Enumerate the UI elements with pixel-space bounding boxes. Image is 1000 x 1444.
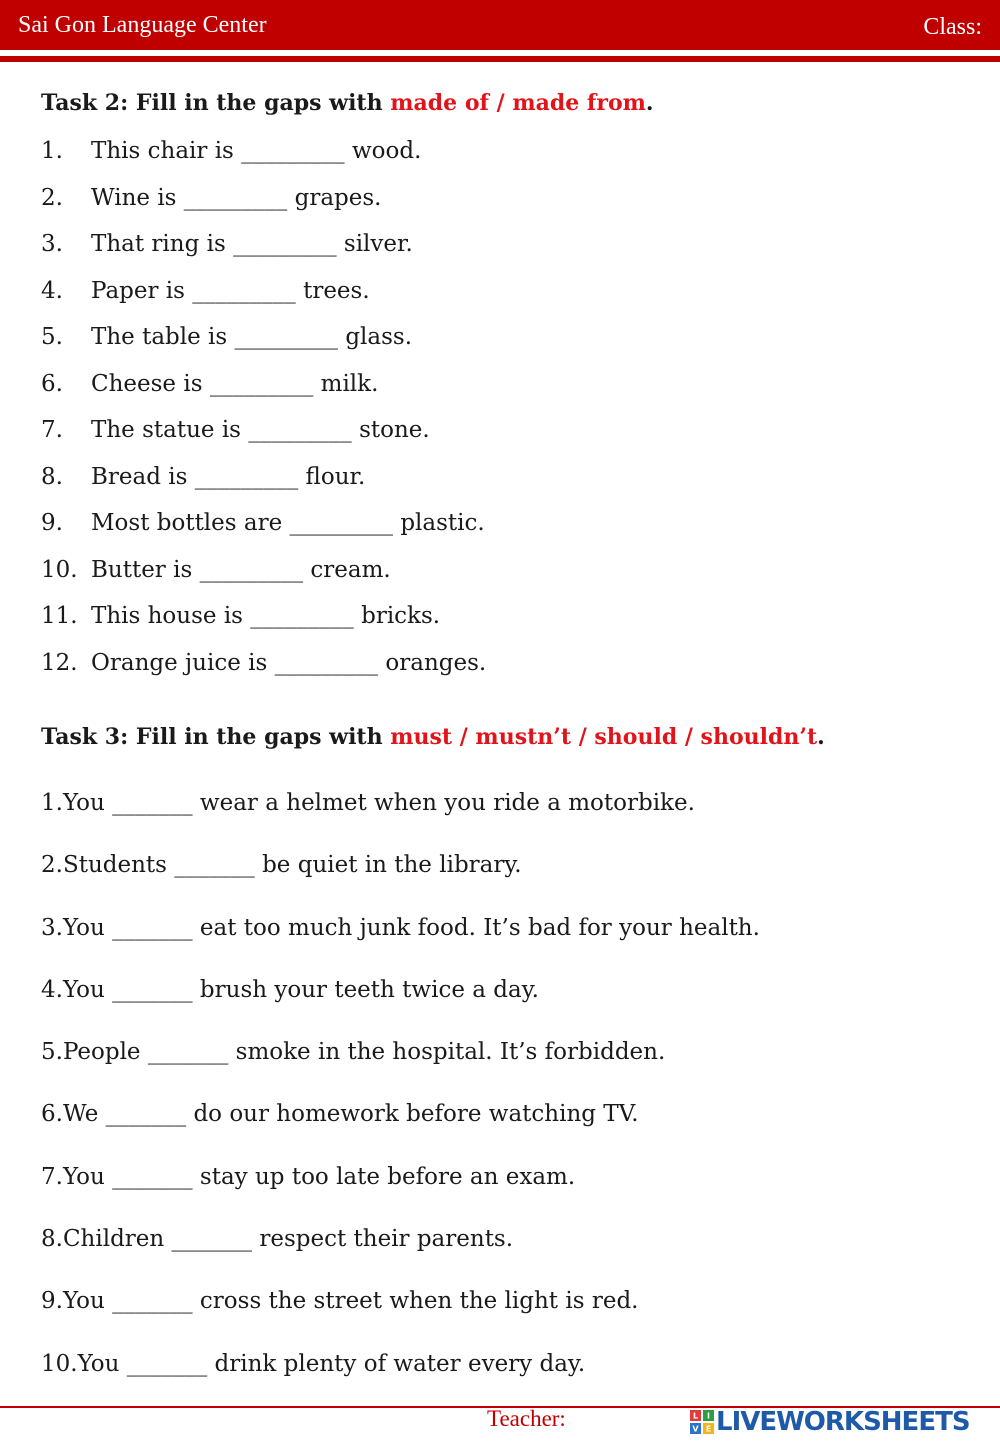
logo-letter: I <box>707 1411 710 1421</box>
list-item: 6.We _______ do our homework before watching TV. <box>41 1101 639 1128</box>
liveworksheets-brand <box>690 1407 970 1437</box>
item-number: 11. <box>41 603 78 629</box>
list-item <box>41 231 941 278</box>
task3-heading-text: Task 3: Fill in the gaps with <box>41 724 391 750</box>
header-bar <box>0 0 1000 50</box>
list-item <box>41 603 941 650</box>
item-text: Butter is _________ cream. <box>91 556 391 583</box>
item-text: The statue is _________ stone. <box>91 417 430 443</box>
item-number: 4. <box>41 277 63 304</box>
item-text: Orange juice is _________ oranges. <box>91 649 487 676</box>
item-text: This chair is _________ wood. <box>91 138 422 164</box>
task3-list <box>41 790 981 1413</box>
list-item: 1.You _______ wear a helmet when you ride a motorbike. <box>41 790 695 816</box>
list-item <box>41 324 941 371</box>
list-item <box>41 417 941 464</box>
task3-heading-end: . <box>817 724 825 750</box>
school-name: Sai Gon Language Center <box>18 12 267 38</box>
list-item: 10.You _______ drink plenty of water every day. <box>41 1350 586 1377</box>
item-number: 8. <box>41 463 63 490</box>
item-text: The table is _________ glass. <box>91 324 413 350</box>
item-text: Most bottles are _________ plastic. <box>91 510 485 536</box>
task2-heading-text: Task 2: Fill in the gaps with <box>41 90 391 116</box>
logo-letter: V <box>692 1424 699 1434</box>
list-item <box>41 278 941 325</box>
list-item <box>41 371 941 418</box>
list-item: 5.People _______ smoke in the hospital. It’s forbidden. <box>41 1039 666 1066</box>
list-item: 9.You _______ cross the street when the light is red. <box>41 1288 639 1315</box>
item-number: 12. <box>41 649 78 676</box>
liveworksheets-logo-icon <box>690 1410 714 1434</box>
task3-options: must / mustn’t / should / shouldn’t <box>390 724 818 750</box>
logo-letter: L <box>692 1411 699 1421</box>
item-number: 10. <box>41 556 78 583</box>
item-number: 5. <box>41 324 63 350</box>
list-item: 3.You _______ eat too much junk food. It’s bad for your health. <box>41 914 760 941</box>
list-item <box>41 464 941 511</box>
list-item: 8.Children _______ respect their parents. <box>41 1226 514 1253</box>
item-text: Bread is _________ flour. <box>91 463 366 490</box>
task3-heading <box>41 724 825 750</box>
header-divider <box>0 56 1000 62</box>
item-text: Paper is _________ trees. <box>91 277 370 304</box>
list-item <box>41 557 941 604</box>
list-item <box>41 510 941 557</box>
item-number: 7. <box>41 417 63 443</box>
item-number: 3. <box>41 231 63 257</box>
list-item: 4.You _______ brush your teeth twice a day. <box>41 976 539 1003</box>
item-text: This house is _________ bricks. <box>91 603 441 629</box>
task2-list <box>41 138 941 696</box>
list-item <box>41 138 941 185</box>
task2-heading <box>41 90 654 116</box>
list-item: 7.You _______ stay up too late before an exam. <box>41 1163 576 1190</box>
item-number: 1. <box>41 138 63 164</box>
list-item: 2.Students _______ be quiet in the library. <box>41 852 522 879</box>
logo-letter: E <box>705 1424 712 1434</box>
item-text: That ring is _________ silver. <box>91 231 413 257</box>
brand-name: LIVEWORKSHEETS <box>716 1407 970 1437</box>
item-number: 6. <box>41 370 63 397</box>
item-number: 9. <box>41 510 63 536</box>
task2-heading-end: . <box>645 90 654 116</box>
list-item <box>41 650 941 697</box>
item-number: 2. <box>41 184 63 211</box>
list-item <box>41 185 941 232</box>
item-text: Cheese is _________ milk. <box>91 370 379 397</box>
item-text: Wine is _________ grapes. <box>91 184 382 211</box>
teacher-label: Teacher: <box>487 1406 566 1431</box>
task2-options: made of / made from <box>390 90 646 116</box>
class-label: Class: <box>923 14 982 40</box>
